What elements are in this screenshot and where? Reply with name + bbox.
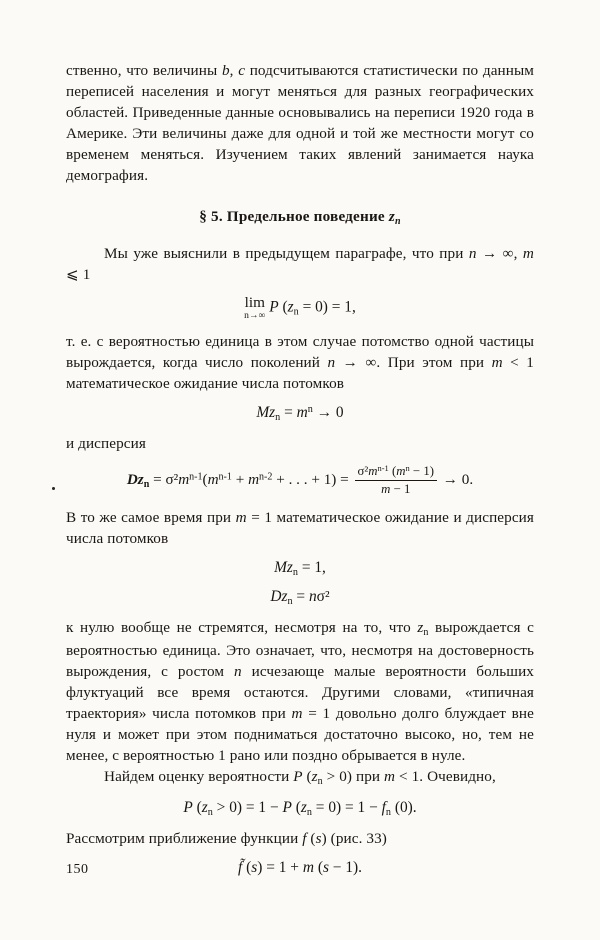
formula-variance-crit: $Dz_n = n\sigma^2$: [270, 588, 330, 608]
paragraph-continuation: ственно, что величины b, c подсчитываются статистически по данным переписей населения и могут меняться для разных географических областей. Приведенные данные основывались на переписи 1920 года в Америке. Эти величины даже для одной и той же местности могут со временем меняться. Изучением таких явлений занимается наука демография.: [66, 62, 535, 185]
paragraph-estimate: Найдем оценку вероятности P $(z_n > 0)$ при m < 1. Очевидно,: [104, 767, 496, 787]
margin-ink-mark: [52, 487, 55, 490]
paragraph-degeneration: т. е. с вероятностью единица в этом случае потомство одной частицы вырождается, когда число поколений n → ∞. При этом при m < 1 математическое ожидание числа потомков: [66, 332, 535, 393]
paragraph-variance-lead: и дисперсия: [66, 434, 146, 452]
paragraph-trajectory: к нулю вообще не стремятся, несмотря на то, что $z_n$ вырождается с вероятностью единица. Это означает, что, несмотря на достоверность вырождения, с ростом n исчезающе малые вероятности больших флуктуаций все время остаются. Другими словами, «типичная траектория» числа потомков при m = 1 довольно долго блуждает вне нуля и может при этом подниматься достаточно высоко, но, тем не менее, с вероятностью 1 рано или поздно обрывается в нуле.: [66, 619, 534, 764]
formula-expectation-crit: $Mz_n = 1$,: [274, 559, 326, 579]
formula-expectation-sub1: $Mz_n = m^n \to 0$: [256, 404, 344, 423]
formula-survival-prob: P $(z_n > 0) = 1 - P$ $(z_n = 0) = 1 - f_n$ (0).: [183, 798, 417, 818]
page-number: 150: [66, 862, 89, 877]
fraction: $\frac{\sigma^2m^{n-1} (m^n - 1)}{m - 1}$: [355, 464, 437, 497]
paragraph-intro: Мы уже выяснили в предыдущем параграфе, что при n → ∞, m ⩽ 1: [66, 245, 534, 284]
section-heading: § 5. Предельное поведение $z_n$: [199, 208, 401, 228]
formula-linear-approx: f̃ (s) = 1 + m (s − 1).: [238, 858, 362, 876]
paragraph-approximation: Рассмотрим приближение функции f (s) (рис. 33): [66, 829, 387, 847]
page-body: [66, 60, 534, 887]
formula-limit: lim n→∞ P $(z_n = 0) = 1$,: [244, 294, 356, 322]
paragraph-critical-case: В то же самое время при m = 1 математическое ожидание и дисперсия числа потомков: [66, 509, 534, 548]
formula-variance-sub1: $Dz_n = \sigma^2m^{n-1}(m^{n-1} + m^{n-2}$ + . . . + 1) = $\frac{\sigma^2m^{n-1} (m^n - 1)}{m - 1}$ → 0.: [126, 463, 474, 497]
limit-operator: lim n→∞: [244, 294, 266, 322]
